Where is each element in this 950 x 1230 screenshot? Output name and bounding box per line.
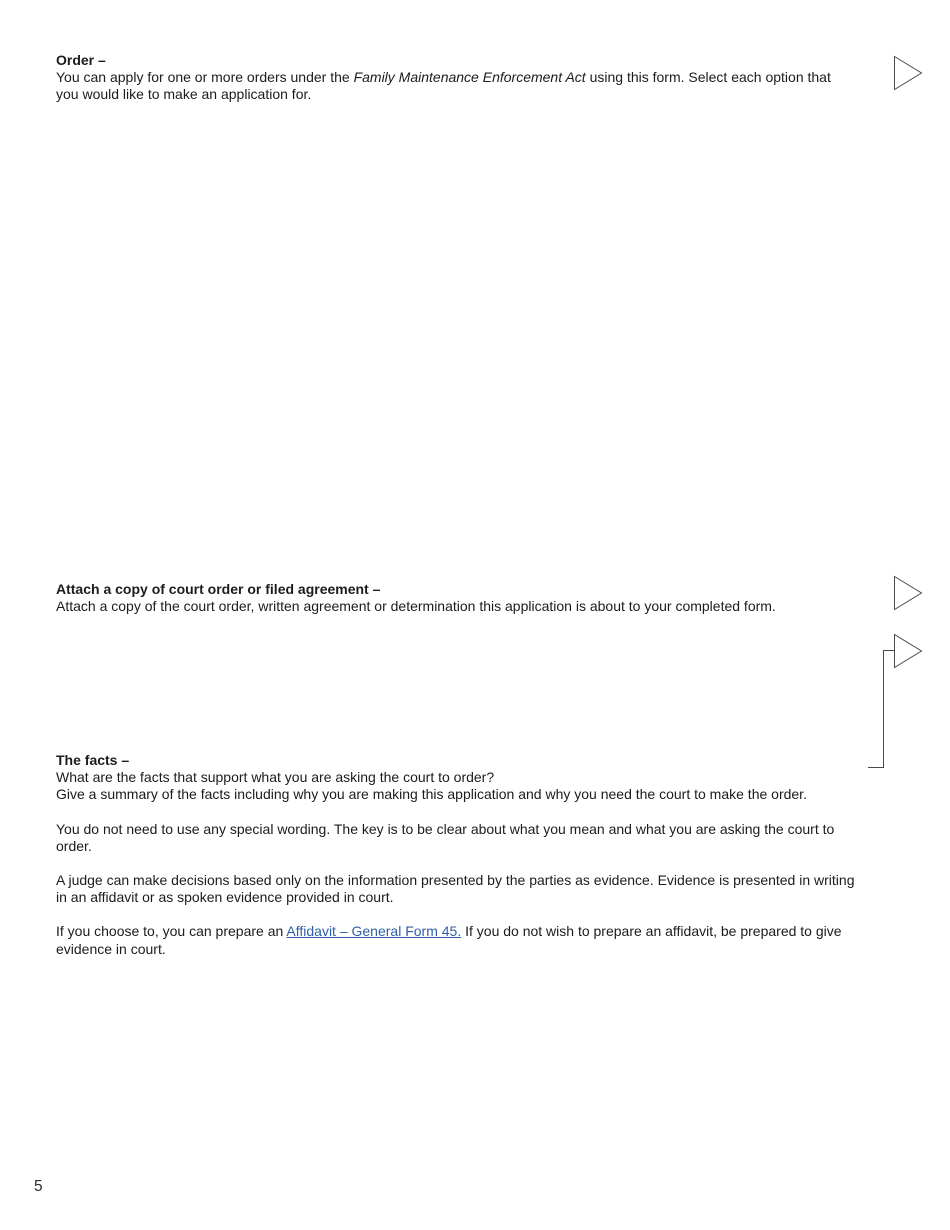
- attach-section: [56, 581, 856, 615]
- attach-description: Attach a copy of the court order, written agreement or determination this application is about to your completed form.: [56, 598, 776, 615]
- facts-connector-bracket: [866, 648, 896, 777]
- order-marker: [893, 55, 923, 91]
- affidavit-text-before: If you choose to, you can prepare an: [56, 923, 287, 940]
- order-text-before: You can apply for one or more orders under the: [56, 69, 354, 86]
- facts-question: What are the facts that support what you are asking the court to order?: [56, 769, 495, 786]
- facts-evidence-note: A judge can make decisions based only on the information presented by the parties as evidence. Evidence is presented in writing in an affidavit or as spoken evidence provided in court.: [56, 872, 855, 906]
- facts-heading: The facts –: [56, 752, 130, 768]
- facts-wording-note: You do not need to use any special wording. The key is to be clear about what you mean and what you are asking the court to order.: [56, 820, 835, 854]
- order-description: [56, 69, 856, 103]
- facts-summary-instruction: Give a summary of the facts including why you are making this application and why you need the court to make the order.: [56, 786, 807, 803]
- page-number: 5: [34, 1178, 43, 1195]
- order-text-after: using this form. Select each option that you would like to make an application for.: [56, 69, 831, 103]
- act-name: Family Maintenance Enforcement Act: [353, 69, 586, 86]
- attach-heading: Attach a copy of court order or filed agreement –: [56, 581, 381, 597]
- triangle-right-outline-icon: [893, 55, 923, 91]
- order-heading: Order –: [56, 52, 106, 68]
- facts-marker: [893, 633, 923, 669]
- facts-section: [56, 752, 856, 958]
- facts-affidavit-note: [56, 923, 856, 957]
- triangle-right-outline-icon: [893, 575, 923, 611]
- triangle-right-outline-icon: [893, 633, 923, 669]
- affidavit-text-after: If you do not wish to prepare an affidavit, be prepared to give evidence in court.: [56, 923, 842, 957]
- affidavit-form-45-link[interactable]: Affidavit – General Form 45.: [286, 923, 462, 940]
- order-section: [56, 52, 856, 104]
- attach-marker: [893, 575, 923, 611]
